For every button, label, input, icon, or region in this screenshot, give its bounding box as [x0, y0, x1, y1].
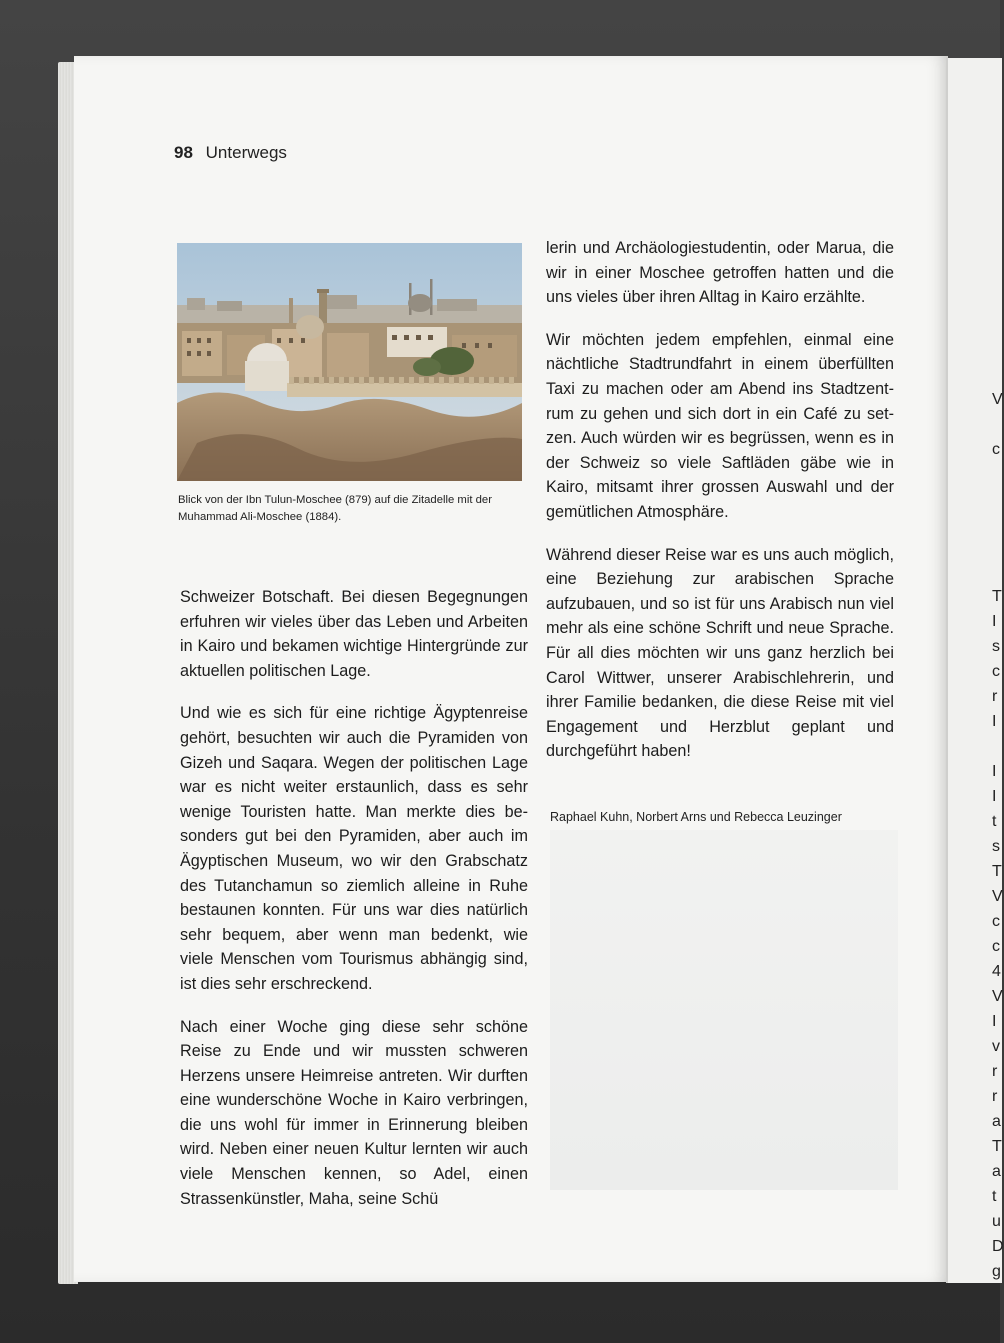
facing-page-letter: r [992, 1063, 998, 1080]
paragraph: Schweizer Botschaft. Bei diesen Begegnungen erfuhren wir vieles über das Leben und Arbeiten in Kairo und bekamen wichtige Hintergründe zur aktuellen politischen Lage. [180, 588, 528, 680]
facing-page-letter: c [992, 938, 1000, 955]
facing-page-letter: D [992, 1238, 1004, 1255]
facing-page-letter: c [992, 913, 1000, 930]
show-through-area [550, 830, 898, 1190]
facing-page-letter: r [992, 688, 998, 705]
paragraph: Und wie es sich für eine richtige Ägyptenreise gehört, besuchten wir auch die Pyramiden von Gizeh und Saqara. Wegen der politischen Lage war es nicht weiter erstaunlich, dass es sehr wenige Touristen hatte. Man merkte dies besonders gut bei den Pyramiden, aber auch im Ägyptischen Museum, wo wir den Grabschatz des Tutanchamun so ziemlich alleine in Ruhe bestaunen konnten. Für uns war dies natürlich sehr bequem, aber wenn man bedenkt, wie viele Menschen vom Tourismus abhängig sind, ist dies sehr erschreckend. [180, 704, 528, 993]
facing-page-letter: I [992, 613, 997, 630]
facing-page-letter: a [992, 1113, 1001, 1130]
facing-page-letter: T [992, 588, 1002, 605]
facing-page-letter: s [992, 638, 1000, 655]
facing-page-letter: T [992, 863, 1002, 880]
facing-page-letter: V [992, 888, 1003, 905]
facing-page-letter: T [992, 1138, 1002, 1155]
facing-page-edge [946, 58, 1002, 1283]
facing-page-letter: c [992, 441, 1000, 458]
author-signature: Raphael Kuhn, Norbert Arns und Rebecca Leuzinger [550, 810, 842, 824]
facing-page-letter: I [992, 1013, 997, 1030]
facing-page-letter: v [992, 1038, 1000, 1055]
running-header [174, 143, 287, 163]
facing-page-letter: V [992, 988, 1003, 1005]
cairo-skyline-photo [177, 243, 522, 481]
facing-page-letter: t [992, 813, 997, 830]
facing-page-letter: g [992, 1263, 1001, 1280]
facing-page-letter: V [992, 391, 1003, 408]
paragraph: Nach einer Woche ging diese sehr schöne Reise zu Ende und wir mussten schweren Herzens unsere Heimreise antreten. Wir durften eine wunderschöne Woche in Kairo verbringen, die uns wohl für immer in Erinnerung bleiben wird. Neben einer neuen Kultur lernten wir auch viele Menschen kennen, so Adel, einen Strassenkünstler, Maha, seine Schü [180, 1017, 528, 1208]
paragraph: lerin und Archäologiestudentin, oder Marua, die wir in einer Moschee getroffen hatten und die uns vieles über ihren Alltag in Kairo erzählte. [546, 239, 894, 307]
text-column-right [546, 236, 894, 782]
facing-page-letter: I [992, 763, 997, 780]
photo-caption: Blick von der Ibn Tulun-Moschee (879) auf die Zitadelle mit der Muhammad Ali-Moschee (1884). [178, 494, 492, 523]
facing-page-letter: I [992, 713, 997, 730]
facing-page-letter: a [992, 1163, 1001, 1180]
facing-page-letter: t [992, 1188, 997, 1205]
section-title: Unterwegs [205, 143, 287, 162]
facing-page-letter: r [992, 1088, 998, 1105]
facing-page-letter: s [992, 838, 1000, 855]
facing-page-letter: u [992, 1213, 1001, 1230]
text-column-left [180, 585, 528, 1229]
facing-page-letter: c [992, 663, 1000, 680]
page-number: 98 [174, 143, 193, 162]
facing-page-letter: 4 [992, 963, 1001, 980]
facing-page-letter: I [992, 788, 997, 805]
paragraph: Während dieser Reise war es uns auch möglich, eine Beziehung zur arabischen Sprache aufzubauen, und so ist für uns Arabisch nun viel mehr als eine schöne Schrift und neue Sprache. Für all dies möchten wir uns ganz herzlich bei Carol Wittwer, unserer Arabischlehrerin, und ihrer Familie bedanken, die diese Reise mit viel Engagement und Herzblut geplant und durchgeführt haben! [546, 545, 894, 761]
paragraph: Wir möchten jedem empfehlen, einmal eine nächtliche Stadtrundfahrt in einem überfüllten Taxi zu machen oder am Abend ins Stadtzentrum zu gehen und sich dort in ein Café zu setzen. Auch würden wir es begrüssen, wenn es in der Schweiz so viele Saftläden gäbe wie in Kairo, mitsamt ihrer grossen Auswahl und der gemütlichen Atmosphäre. [546, 330, 894, 521]
